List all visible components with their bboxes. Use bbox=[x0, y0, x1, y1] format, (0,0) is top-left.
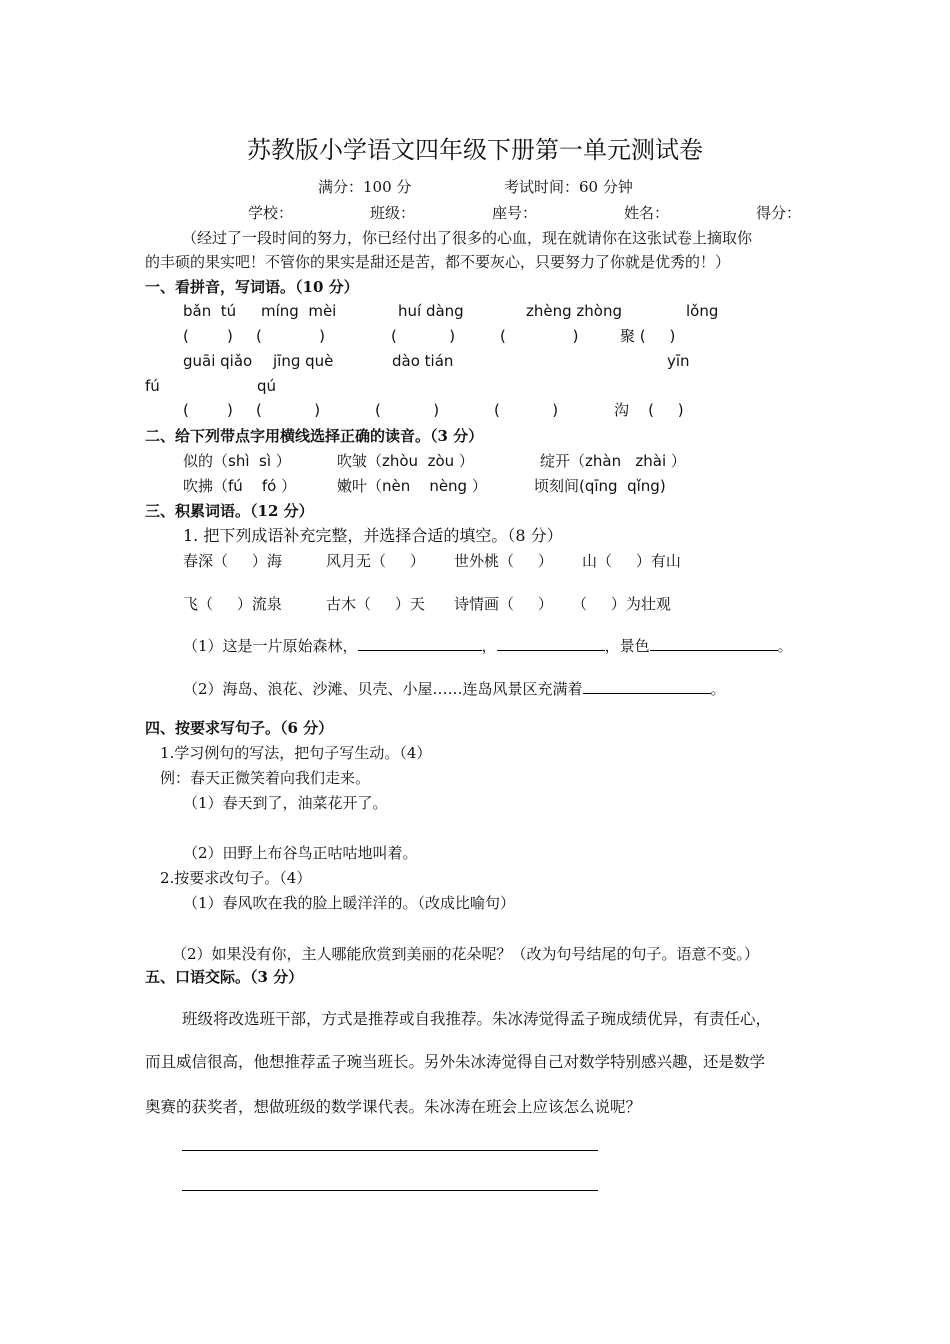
s4-question: （2）如果没有你，主人哪能欣赏到美丽的花朵呢？（改为句号结尾的句子。语意不变。） bbox=[172, 945, 760, 963]
s4-example: 例：春天正微笑着向我们走来。 bbox=[160, 769, 371, 787]
pinyin: jīnɡ què bbox=[273, 352, 334, 370]
s4-question: （1）春风吹在我的脸上暖洋洋的。（改成比喻句） bbox=[183, 894, 516, 912]
exam-time: 考试时间：60 分钟 bbox=[504, 178, 633, 196]
reading-choice[interactable]: 绽开（zhàn zhài ） bbox=[540, 452, 686, 470]
idiom-blank[interactable]: 古木（ ）天 bbox=[326, 595, 425, 613]
pinyin: guāi qiǎo bbox=[183, 352, 253, 370]
s5-paragraph-line: 奥赛的获奖者，想做班级的数学课代表。朱冰涛在班会上应该怎么说呢？ bbox=[145, 1098, 642, 1116]
pinyin: bǎn tú bbox=[183, 302, 237, 320]
name-field: 姓名： bbox=[624, 204, 670, 222]
answer-blank[interactable] bbox=[650, 636, 778, 651]
answer-box[interactable]: ( ) bbox=[391, 327, 456, 345]
section-1-heading: 一、看拼音，写词语。（10 分） bbox=[145, 278, 359, 296]
reading-choice[interactable]: 嫩叶（nèn nèng ） bbox=[337, 477, 487, 495]
pinyin: fú bbox=[145, 377, 160, 395]
answer-blank[interactable] bbox=[497, 636, 605, 651]
s4-instruction-1: 1.学习例句的写法，把句子写生动。（4） bbox=[160, 744, 432, 762]
answer-box[interactable]: ( ) bbox=[183, 327, 233, 345]
section-2-heading: 二、给下列带点字用横线选择正确的读音。（3 分） bbox=[145, 427, 484, 445]
page-title: 苏教版小学语文四年级下册第一单元测试卷 bbox=[247, 136, 703, 164]
section-3-heading: 三、积累词语。（12 分） bbox=[145, 502, 314, 520]
pinyin: qú bbox=[257, 377, 277, 395]
idiom-blank[interactable]: （ ）为壮观 bbox=[572, 595, 671, 613]
answer-blank[interactable] bbox=[358, 636, 482, 651]
intro-line-1: （经过了一段时间的努力，你已经付出了很多的心血，现在就请你在这张试卷上摘取你 bbox=[182, 229, 753, 247]
answer-box[interactable]: 聚 ( ) bbox=[620, 327, 676, 345]
answer-box[interactable]: 沟 ( ) bbox=[614, 401, 684, 419]
school-field: 学校： bbox=[248, 204, 294, 222]
s5-paragraph-line: 而且威信很高，他想推荐孟子琬当班长。另外朱冰涛觉得自己对数学特别感兴趣，还是数学 bbox=[145, 1053, 766, 1071]
idiom-blank[interactable]: 世外桃（ ） bbox=[454, 552, 553, 570]
seat-field: 座号： bbox=[492, 204, 538, 222]
fill-sentence-1: （1）这是一片原始森林， ， ，景色 。 bbox=[183, 637, 793, 655]
section-4-heading: 四、按要求写句子。（6 分） bbox=[145, 719, 334, 737]
pinyin: yīn bbox=[667, 352, 690, 370]
intro-line-2: 的丰硕的果实吧！不管你的果实是甜还是苦，都不要灰心，只要努力了你就是优秀的！） bbox=[145, 253, 731, 271]
score-field: 得分： bbox=[756, 204, 802, 222]
answer-line[interactable] bbox=[182, 1190, 598, 1191]
s4-question: （2）田野上布谷鸟正咕咕地叫着。 bbox=[183, 844, 418, 862]
s4-instruction-2: 2.按要求改句子。（4） bbox=[160, 869, 312, 887]
pinyin: huí dàng bbox=[398, 302, 464, 320]
fill-sentence-2: （2）海岛、浪花、沙滩、贝壳、小屋……连岛风景区充满着 。 bbox=[183, 680, 726, 698]
idiom-blank[interactable]: 春深（ ）海 bbox=[183, 552, 282, 570]
answer-box[interactable]: ( ) bbox=[256, 401, 321, 419]
reading-choice[interactable]: 吹皱（zhòu zòu ） bbox=[337, 452, 474, 470]
pinyin: dào tián bbox=[392, 352, 454, 370]
answer-box[interactable]: ( ) bbox=[494, 401, 559, 419]
reading-choice[interactable]: 吹拂（fú fó ） bbox=[183, 477, 297, 495]
reading-choice[interactable]: 顷刻间(qīng qǐng) bbox=[534, 477, 666, 495]
s5-paragraph-line: 班级将改选班干部，方式是推荐或自我推荐。朱冰涛觉得孟子琬成绩优异，有责任心， bbox=[182, 1010, 772, 1028]
answer-box[interactable]: ( ) bbox=[375, 401, 440, 419]
answer-blank[interactable] bbox=[583, 679, 711, 694]
answer-box[interactable]: ( ) bbox=[256, 327, 325, 345]
answer-box[interactable]: ( ) bbox=[183, 401, 233, 419]
class-field: 班级： bbox=[370, 204, 416, 222]
idiom-blank[interactable]: 风月无（ ） bbox=[326, 552, 425, 570]
idiom-blank[interactable]: 山（ ）有山 bbox=[582, 552, 681, 570]
pinyin: zhèng zhòng bbox=[526, 302, 622, 320]
s4-question: （1）春天到了，油菜花开了。 bbox=[183, 794, 388, 812]
pinyin: lǒng bbox=[686, 302, 719, 320]
section-5-heading: 五、口语交际。（3 分） bbox=[145, 968, 304, 986]
reading-choice[interactable]: 似的（shì sì ） bbox=[183, 452, 291, 470]
idiom-blank[interactable]: 飞（ ）流泉 bbox=[183, 595, 282, 613]
idiom-blank[interactable]: 诗情画（ ） bbox=[454, 595, 553, 613]
pinyin: míng mèi bbox=[261, 302, 337, 320]
answer-box[interactable]: ( ) bbox=[500, 327, 579, 345]
s3-instruction: 1. 把下列成语补充完整，并选择合适的填空。（8 分） bbox=[183, 526, 563, 545]
answer-line[interactable] bbox=[182, 1150, 598, 1151]
full-score: 满分：100 分 bbox=[318, 178, 412, 196]
